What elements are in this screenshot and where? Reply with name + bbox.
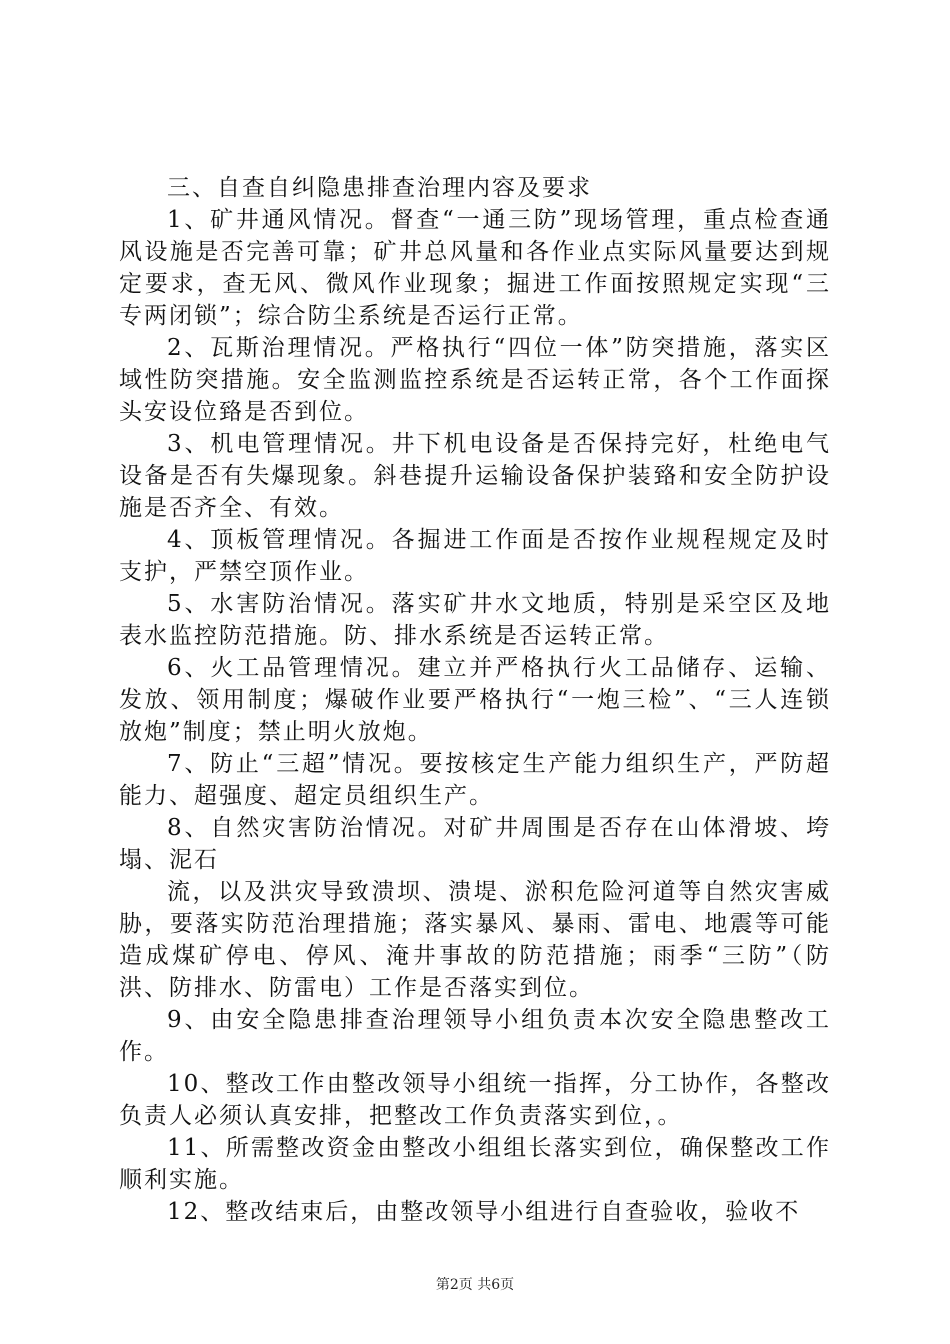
paragraph-5: 5、水害防治情况。落实矿井水文地质，特别是采空区及地表水监控防范措施。防、排水系统是否运转正常。: [119, 591, 831, 649]
paragraph-12: 12、整改结束后，由整改领导小组进行自查验收，验收不: [167, 1199, 801, 1225]
paragraph-8-continued: 流，以及洪灾导致溃坝、溃堤、淤积危险河道等自然灾害威胁，要落实防范治理措施；落实暴风、暴雨、雷电、地震等可能造成煤矿停电、停风、淹井事故的防范措施；雨季“三防”（防洪、防排水、防雷电）工作是否落实到位。: [119, 879, 831, 1001]
paragraph-2: 2、瓦斯治理情况。严格执行“四位一体”防突措施，落实区域性防突措施。安全监测监控系统是否运转正常，各个工作面探头安设位臵是否到位。: [119, 335, 831, 425]
document-body: [119, 172, 831, 1228]
section-heading: 三、自查自纠隐患排查治理内容及要求: [167, 175, 592, 201]
paragraph-1: 1、矿井通风情况。督查“一通三防”现场管理，重点检查通风设施是否完善可靠；矿井总风量和各作业点实际风量要达到规定要求，查无风、微风作业现象；掘进工作面按照规定实现“三专两闭锁”；综合防尘系统是否运行正常。: [119, 207, 831, 329]
paragraph-9: 9、由安全隐患排查治理领导小组负责本次安全隐患整改工作。: [119, 1007, 831, 1065]
paragraph-3: 3、机电管理情况。井下机电设备是否保持完好，杜绝电气设备是否有失爆现象。斜巷提升运输设备保护装臵和安全防护设施是否齐全、有效。: [119, 431, 831, 521]
paragraph-7: 7、防止“三超”情况。要按核定生产能力组织生产，严防超能力、超强度、超定员组织生产。: [119, 751, 831, 809]
paragraph-10: 10、整改工作由整改领导小组统一指挥，分工协作，各整改负责人必须认真安排，把整改工作负责落实到位，。: [119, 1071, 831, 1129]
paragraph-8: 8、自然灾害防治情况。对矿井周围是否存在山体滑坡、垮塌、泥石: [119, 815, 831, 873]
paragraph-6: 6、火工品管理情况。建立并严格执行火工品储存、运输、发放、领用制度；爆破作业要严格执行“一炮三检”、“三人连锁放炮”制度；禁止明火放炮。: [119, 655, 831, 745]
paragraph-11: 11、所需整改资金由整改小组组长落实到位，确保整改工作顺利实施。: [119, 1135, 831, 1193]
paragraph-4: 4、顶板管理情况。各掘进工作面是否按作业规程规定及时支护，严禁空顶作业。: [119, 527, 831, 585]
page-number-footer: 第2页 共6页: [435, 1277, 515, 1293]
